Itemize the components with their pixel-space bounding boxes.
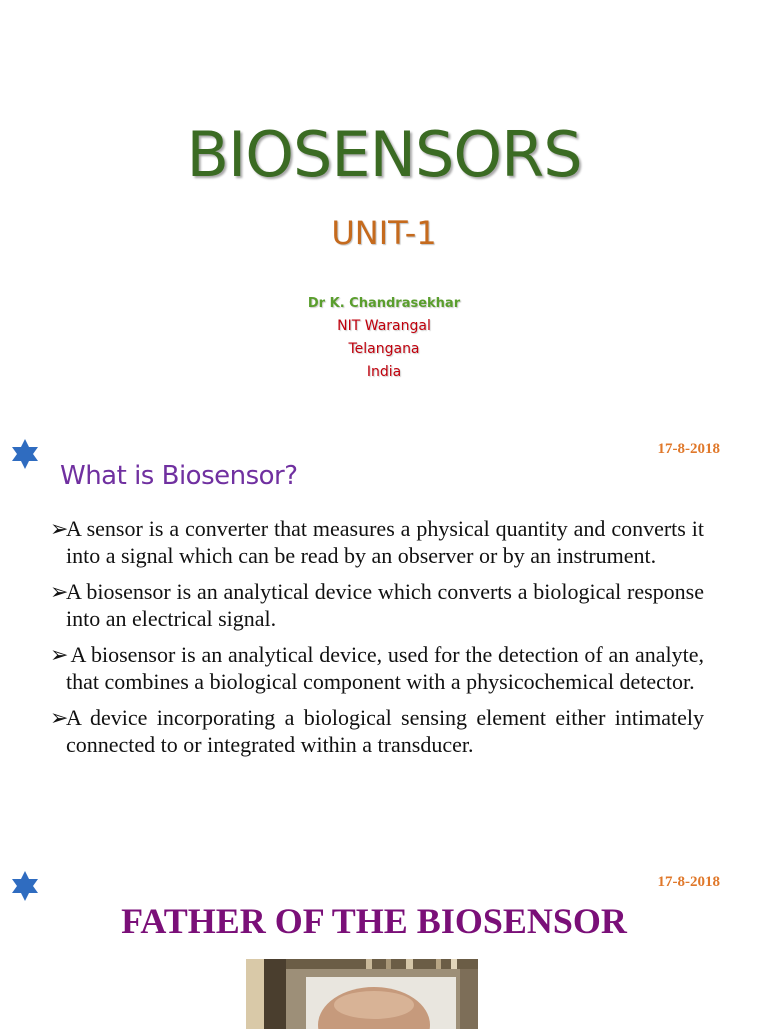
star-icon [9, 438, 41, 470]
unit-label: UNIT-1 [331, 214, 437, 252]
slide-heading: FATHER OF THE BIOSENSOR [121, 901, 627, 941]
arrow-bullet-icon: ➢ [50, 642, 69, 667]
bullet-item: ➢A device incorporating a biological sensing element either intimately connected to or integrated within a transducer. [50, 705, 704, 757]
bullet-item: ➢A biosensor is an analytical device which converts a biological response into an electrical signal. [50, 579, 704, 631]
slide-heading: What is Biosensor? [60, 461, 298, 491]
author-state: Telangana [348, 341, 420, 357]
slide-date: 17-8-2018 [657, 441, 720, 457]
bullet-item: ➢ A biosensor is an analytical device, used for the detection of an analyte, that combines a biological component with a physicochemical detector. [50, 642, 704, 694]
arrow-bullet-icon: ➢ [50, 705, 69, 730]
author-institution: NIT Warangal [337, 318, 431, 334]
author-country: India [366, 364, 402, 380]
star-icon [9, 870, 41, 902]
author-block [0, 292, 768, 384]
portrait-image [246, 959, 478, 1029]
arrow-bullet-icon: ➢ [50, 579, 69, 604]
slide-date: 17-8-2018 [657, 874, 720, 890]
author-name: Dr K. Chandrasekhar [307, 296, 461, 311]
title-slide [0, 0, 768, 405]
arrow-bullet-icon: ➢ [50, 516, 69, 541]
father-slide [0, 860, 768, 1024]
bullet-item: ➢A sensor is a converter that measures a physical quantity and converts it into a signal which can be read by an observer or by an instrument. [50, 516, 704, 568]
slide-title: BIOSENSORS [186, 118, 582, 191]
bullet-list [50, 515, 704, 767]
definition-slide [0, 425, 768, 845]
portrait-photo [246, 959, 478, 1029]
